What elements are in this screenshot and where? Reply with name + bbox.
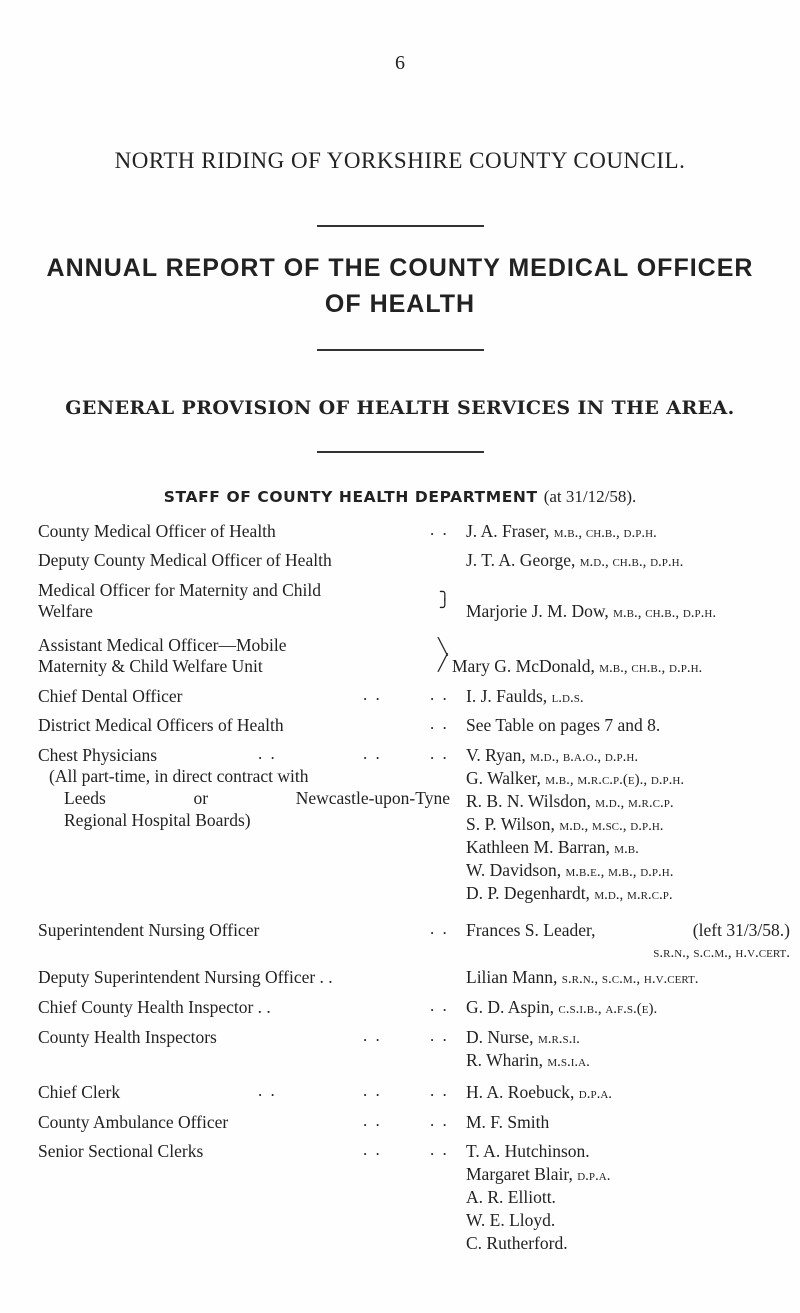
leader-dots: . . [363, 1026, 382, 1045]
chest-note-newcastle: Newcastle-upon-Tyne [295, 788, 450, 808]
name: I. J. Faulds, [466, 686, 548, 706]
role-district: District Medical Officers of Health [38, 715, 284, 735]
section-title: GENERAL PROVISION OF HEALTH SERVICES IN THE AREA. [65, 397, 735, 419]
qualifications: s.r.n., s.c.m., h.v.cert. [561, 971, 699, 987]
inspectors-list [466, 1026, 786, 1072]
role-assistant-line2: Maternity & Child Welfare Unit [38, 656, 263, 676]
qualifications: c.s.i.b., a.f.s.(e). [558, 1001, 658, 1017]
name: G. Walker, [466, 768, 541, 788]
qualifications: m.s.i.a. [547, 1054, 590, 1070]
list-item [466, 1209, 786, 1232]
name: G. D. Aspin, [466, 997, 554, 1017]
qualifications: m.r.s.i. [537, 1031, 580, 1047]
leader-dots: . . [430, 1026, 449, 1045]
brace-icon [438, 640, 448, 672]
list-item [466, 1049, 786, 1072]
name: C. Rutherford. [466, 1233, 568, 1253]
leader-dots: . . [363, 685, 382, 704]
leader-dots: . . [258, 1081, 277, 1100]
name: J. T. A. George, [466, 550, 576, 570]
divider-3 [317, 451, 484, 453]
name: W. Davidson, [466, 860, 562, 880]
name: Frances S. Leader, [466, 920, 596, 940]
leader-dots: . . [363, 744, 382, 763]
staff-heading-text: STAFF OF COUNTY HEALTH DEPARTMENT [163, 488, 538, 506]
qualifications: m.d., m.r.c.p. [595, 795, 674, 811]
list-item [466, 1163, 786, 1186]
value-maternity [466, 600, 786, 625]
brace-bottom: ╱ [438, 655, 448, 672]
role-maternity-line2: Welfare [38, 601, 93, 621]
leader-dots: . . [430, 714, 449, 733]
value-ambulance: M. F. Smith [466, 1112, 550, 1132]
leader-dots: . . [430, 1140, 449, 1159]
brace-top: ╲ [438, 639, 448, 656]
value-assistant [452, 655, 792, 680]
value-deputy [466, 549, 786, 574]
qualifications: m.b.e., m.b., d.p.h. [565, 864, 674, 880]
list-item [466, 1026, 786, 1049]
report-title [0, 250, 800, 322]
chest-note-line1: (All part-time, in direct contract with [49, 766, 309, 786]
qualifications: d.p.a. [577, 1168, 611, 1184]
name: D. Nurse, [466, 1027, 534, 1047]
role-sno: Superintendent Nursing Officer [38, 920, 260, 940]
chest-note-line3: Regional Hospital Boards) [64, 810, 251, 830]
chest-note-line2 [64, 787, 450, 810]
qualifications: m.b., m.r.c.p.(e)., d.p.h. [545, 772, 685, 788]
divider-1 [317, 225, 484, 227]
list-item [466, 790, 786, 813]
role-dental: Chief Dental Officer [38, 686, 183, 706]
name: Margaret Blair, [466, 1164, 573, 1184]
brace-bottom: ╯ [440, 600, 450, 617]
qualifications: m.d., m.sc., d.p.h. [559, 818, 664, 834]
name: Mary G. McDonald, [452, 656, 595, 676]
value-dsno [466, 966, 786, 991]
leader-dots: . . [430, 685, 449, 704]
page-number: 6 [395, 52, 405, 74]
list-item [466, 859, 786, 882]
qualifications: m.b. [614, 841, 639, 857]
role-sectional: Senior Sectional Clerks [38, 1141, 204, 1161]
list-item [466, 836, 786, 859]
value-dental [466, 685, 786, 710]
name: H. A. Roebuck, [466, 1082, 575, 1102]
leader-dots: . . [430, 520, 449, 539]
leader-dots: . . [258, 744, 277, 763]
qualifications: l.d.s. [551, 690, 584, 706]
qualifications: m.b., ch.b., d.p.h. [613, 605, 717, 621]
brace-top: ╮ [440, 584, 450, 601]
name: T. A. Hutchinson. [466, 1141, 590, 1161]
value-sno [466, 919, 790, 942]
chest-note-or: or [193, 788, 209, 808]
list-item [466, 744, 786, 767]
left-date: (left 31/3/58.) [692, 920, 790, 940]
value-district: See Table on pages 7 and 8. [466, 715, 661, 735]
name: Kathleen M. Barran, [466, 837, 610, 857]
qualifications: s.r.n., s.c.m., h.v.cert. [653, 945, 790, 961]
list-item [466, 1186, 786, 1209]
leader-dots: . . [363, 1081, 382, 1100]
name: A. R. Elliott. [466, 1187, 556, 1207]
qualifications: m.b., ch.b., d.p.h. [599, 660, 703, 676]
leader-dots: . . [430, 1081, 449, 1100]
leader-dots: . . [363, 1140, 382, 1159]
list-item [466, 767, 786, 790]
name: D. P. Degenhardt, [466, 883, 590, 903]
name: S. P. Wilson, [466, 814, 555, 834]
council-title: NORTH RIDING OF YORKSHIRE COUNTY COUNCIL. [114, 148, 686, 173]
qualifications: m.d., b.a.o., d.p.h. [530, 749, 639, 765]
role-deputy: Deputy County Medical Officer of Health [38, 550, 332, 570]
leader-dots: . . [430, 919, 449, 938]
qualifications: m.d., ch.b., d.p.h. [579, 554, 684, 570]
list-item [466, 813, 786, 836]
staff-heading-date: (at 31/12/58). [543, 487, 637, 506]
brace-icon [440, 585, 450, 617]
qualifications: m.d., m.r.c.p. [594, 887, 673, 903]
report-title-line2: OF HEALTH [324, 290, 476, 318]
chest-people-list [466, 744, 786, 905]
role-assistant-line1: Assistant Medical Officer—Mobile [38, 635, 287, 655]
name: R. Wharin, [466, 1050, 543, 1070]
role-inspectors: County Health Inspectors [38, 1027, 217, 1047]
value-clerk [466, 1081, 786, 1106]
list-item [466, 1232, 786, 1255]
name: Lilian Mann, [466, 967, 558, 987]
leader-dots: . . [430, 744, 449, 763]
report-title-line1: ANNUAL REPORT OF THE COUNTY MEDICAL OFFICER [46, 254, 754, 282]
qualifications: d.p.a. [578, 1086, 613, 1102]
chest-note-leeds: Leeds [64, 788, 106, 808]
name: Marjorie J. M. Dow, [466, 601, 609, 621]
role-cmo: County Medical Officer of Health [38, 521, 276, 541]
qualifications: m.b., ch.b., d.p.h. [553, 525, 657, 541]
leader-dots: . . [430, 1111, 449, 1130]
staff-heading [0, 487, 800, 507]
name: W. E. Lloyd. [466, 1210, 556, 1230]
leader-dots: . . [430, 996, 449, 1015]
role-ambulance: County Ambulance Officer [38, 1112, 229, 1132]
value-cmo [466, 520, 786, 545]
role-dsno: Deputy Superintendent Nursing Officer . . [38, 967, 333, 987]
leader-dots: . . [363, 1111, 382, 1130]
name: V. Ryan, [466, 745, 526, 765]
name: J. A. Fraser, [466, 521, 550, 541]
list-item [466, 882, 786, 905]
sectional-list [466, 1140, 786, 1255]
role-chest: Chest Physicians [38, 745, 158, 765]
name: R. B. N. Wilsdon, [466, 791, 591, 811]
role-maternity-line1: Medical Officer for Maternity and Child [38, 580, 321, 600]
list-item [466, 1140, 786, 1163]
value-chi [466, 996, 786, 1021]
divider-2 [317, 349, 484, 351]
role-chi: Chief County Health Inspector . . [38, 997, 271, 1017]
role-clerk: Chief Clerk [38, 1082, 121, 1102]
